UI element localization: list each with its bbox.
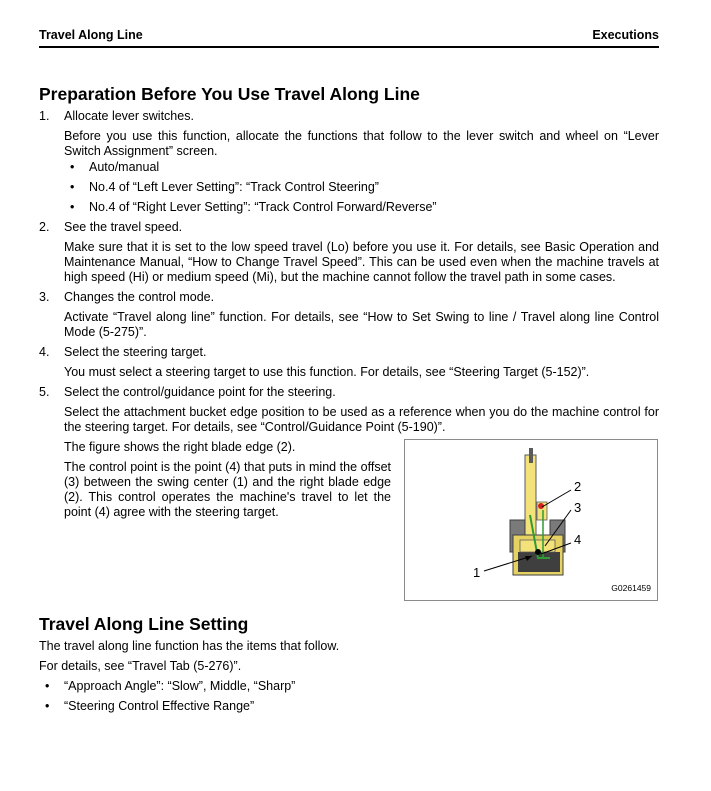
header-section: Executions: [592, 28, 659, 42]
section-title-setting: Travel Along Line Setting: [39, 614, 249, 634]
step-body: You must select a steering target to use this function. For details, see “Steering Target (5-152)”.: [64, 365, 590, 379]
bullet-item: No.4 of “Right Lever Setting”: “Track Control Forward/Reverse”: [89, 200, 437, 214]
bullet-dot: •: [70, 180, 75, 194]
callout-3: 3: [574, 500, 582, 515]
bullet-dot: •: [70, 160, 75, 174]
step-body: Activate “Travel along line” function. For details, see “How to Set Swing to line / Travel along line Control Mode (5-275)”.: [64, 310, 659, 339]
bullet-dot: •: [45, 679, 50, 693]
callout-4: 4: [574, 532, 582, 547]
step-number: 4.: [39, 345, 50, 359]
setting-item: “Approach Angle”: “Slow”, Middle, “Sharp”: [64, 679, 296, 693]
setting-item: “Steering Control Effective Range”: [64, 699, 255, 713]
excavator-top-view-illustration: [405, 440, 659, 602]
step-title: Select the control/guidance point for the steering.: [64, 385, 336, 399]
step-number: 1.: [39, 109, 50, 123]
section-intro: The travel along line function has the items that follow.: [39, 639, 340, 653]
figure-code: G0261459: [611, 583, 651, 593]
bullet-dot: •: [45, 699, 50, 713]
callout-1: 1: [473, 565, 481, 580]
bullet-item: Auto/manual: [89, 160, 160, 174]
control-note: The control point is the point (4) that puts in mind the offset (3) between the swing center (1) and the right blade edge (2). This control operates the machine's travel to let the point (4) agree with the steering target.: [64, 460, 391, 519]
step-number: 2.: [39, 220, 50, 234]
step-title: Allocate lever switches.: [64, 109, 194, 123]
step-number: 5.: [39, 385, 50, 399]
figure-note: The figure shows the right blade edge (2).: [64, 440, 296, 454]
section-details: For details, see “Travel Tab (5-276)”.: [39, 659, 242, 673]
step-title: See the travel speed.: [64, 220, 183, 234]
page-header: [39, 28, 659, 48]
callout-2: 2: [574, 479, 582, 494]
step-body: Before you use this function, allocate the functions that follow to the lever switch and wheel on “Lever Switch Assignment” screen.: [64, 129, 659, 158]
step-body: Select the attachment bucket edge position to be used as a reference when you do the machine control for the steering target. For details, see “Control/Guidance Point (5-190)”.: [64, 405, 659, 434]
section-title-preparation: Preparation Before You Use Travel Along Line: [39, 84, 420, 104]
step-number: 3.: [39, 290, 50, 304]
bullet-dot: •: [70, 200, 75, 214]
bullet-item: No.4 of “Left Lever Setting”: “Track Control Steering”: [89, 180, 379, 194]
step-title: Changes the control mode.: [64, 290, 215, 304]
step-body: Make sure that it is set to the low speed travel (Lo) before you use it. For details, see Basic Operation and Maintenance Manual, “How to Change Travel Speed”. This can be used even when the machine travels at high speed (Hi) or medium speed (Mi), but the machine cannot follow the travel path in some cases.: [64, 240, 659, 284]
step-title: Select the steering target.: [64, 345, 207, 359]
figure-blade-edge: [404, 439, 658, 601]
header-title: Travel Along Line: [39, 28, 143, 42]
